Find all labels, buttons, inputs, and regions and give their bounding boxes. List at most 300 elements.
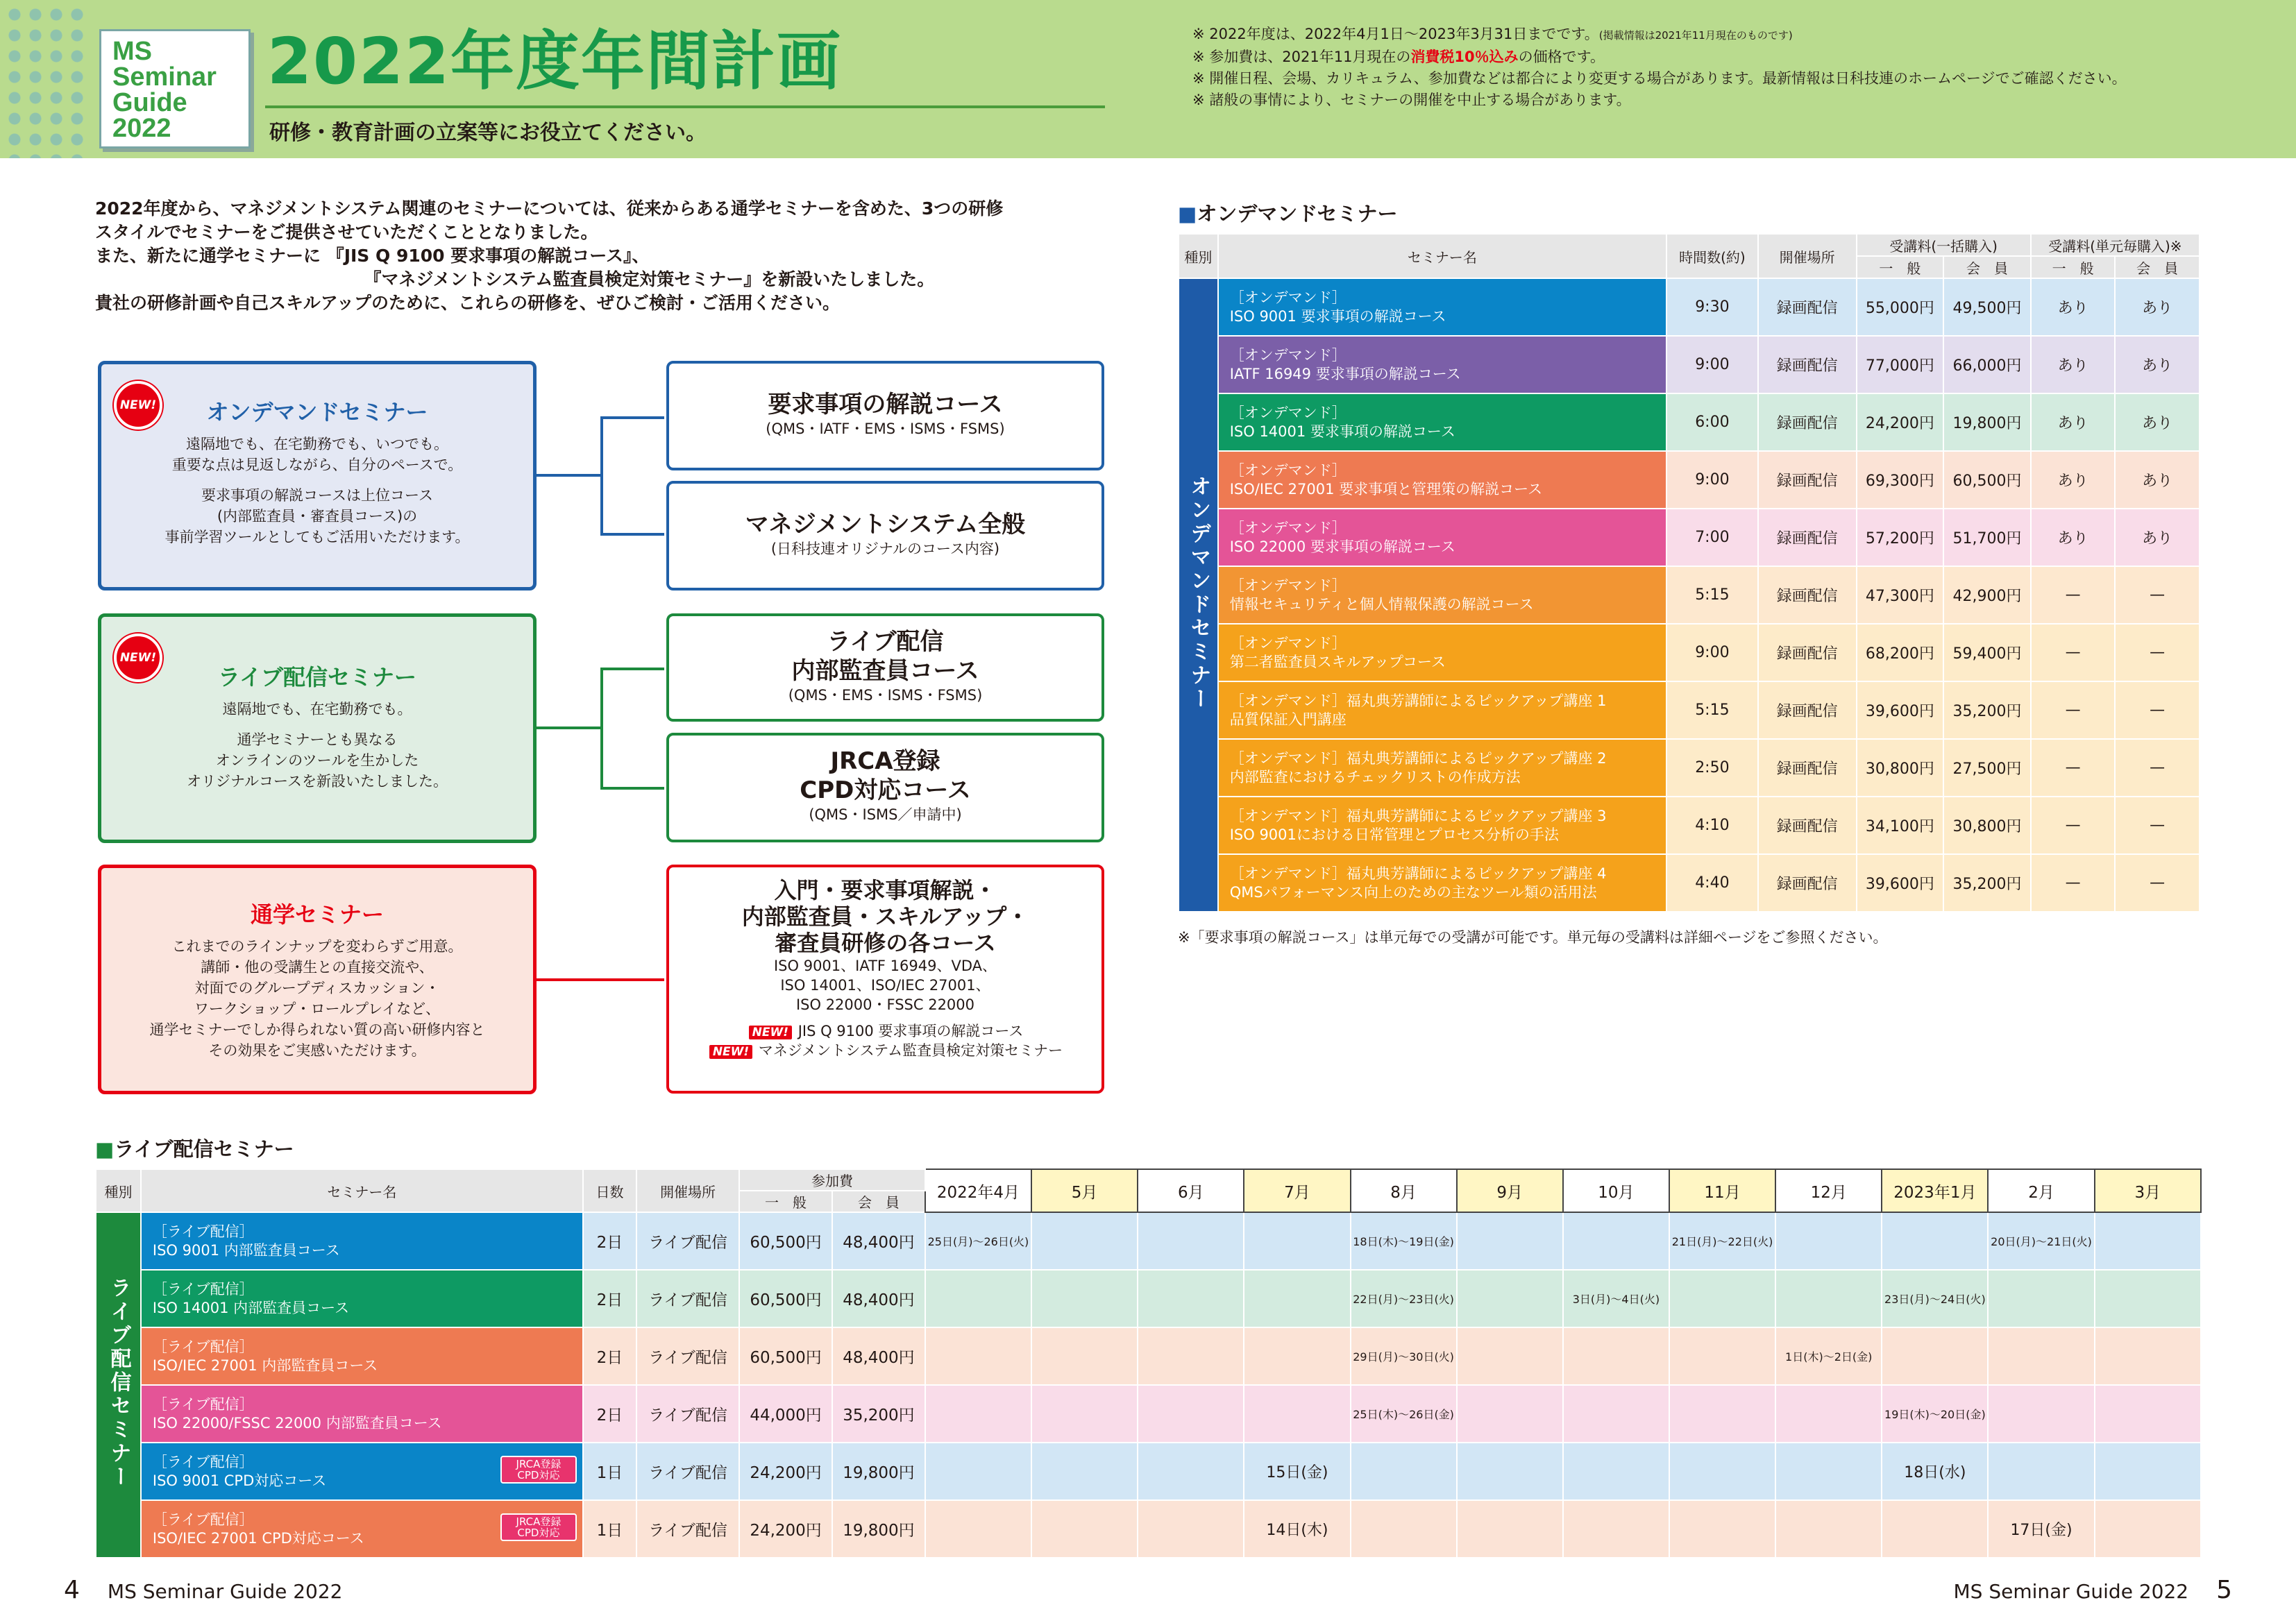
- seminar-tag: ［オンデマンド］福丸典芳講師によるピックアップ講座 3: [1229, 807, 1607, 824]
- page-subtitle: 研修・教育計画の立案等にお役立てください。: [269, 121, 707, 145]
- cell-place: 録画配信: [1758, 854, 1857, 912]
- seminar-title: ISO 14001 内部監査員コース: [152, 1299, 350, 1316]
- schedule-cell: [1457, 1443, 1563, 1500]
- table-row: [1179, 566, 2200, 624]
- cell-place: 録画配信: [1758, 566, 1857, 624]
- schedule-cell: [1244, 1270, 1350, 1327]
- schedule-cell: [925, 1327, 1031, 1385]
- seminar-title: ISO 9001における日常管理とプロセス分析の手法: [1229, 826, 1559, 843]
- col-header-days: 日数: [583, 1169, 636, 1212]
- table-row: [96, 1270, 2201, 1327]
- cell-unit-general: あり: [2031, 451, 2116, 509]
- connector: [600, 787, 664, 790]
- schedule-cell: 14日(木): [1244, 1500, 1350, 1558]
- table-row: [1179, 739, 2200, 797]
- seminar-name: [1218, 393, 1666, 451]
- table-row: [1179, 681, 2200, 739]
- table-row: [96, 1327, 2201, 1385]
- table-row: [1179, 854, 2200, 912]
- seminar-tag: ［オンデマンド］福丸典芳講師によるピックアップ講座 2: [1229, 749, 1607, 767]
- cell-place: 録画配信: [1758, 278, 1857, 336]
- seminar-tag: ［オンデマンド］: [1229, 634, 1347, 652]
- seminar-name: [1218, 681, 1666, 739]
- schedule-cell: [925, 1500, 1031, 1558]
- seminar-tag: ［ライブ配信］: [152, 1511, 254, 1528]
- col-header-month: 2022年4月: [925, 1169, 1031, 1212]
- col-header-fee-unit: 受講料(単元毎購入)※: [2031, 234, 2200, 256]
- live-grid: [95, 1169, 2202, 1558]
- seminar-title: ISO 9001 CPD対応コース: [152, 1472, 327, 1489]
- schedule-cell: [1031, 1443, 1138, 1500]
- intro-line: スタイルでセミナーをご提供させていただくこととなりました。: [95, 222, 598, 242]
- cell-place: ライブ配信: [636, 1327, 739, 1385]
- schedule-cell: [1775, 1385, 1882, 1443]
- seminar-name: [1218, 739, 1666, 797]
- seminar-tag: ［ライブ配信］: [152, 1223, 254, 1240]
- new-badge: NEW!: [114, 381, 162, 430]
- cell-unit-member: あり: [2115, 509, 2200, 566]
- cell-hours: 6:00: [1666, 393, 1758, 451]
- intro-text: [95, 197, 1115, 315]
- note-item: ※ 諸般の事情により、セミナーの開催を中止する場合があります。: [1192, 92, 1631, 108]
- cell-fee-general: 60,500円: [739, 1270, 832, 1327]
- cell-unit-member: —: [2115, 681, 2200, 739]
- connector: [600, 416, 664, 419]
- seminar-tag: ［オンデマンド］: [1229, 289, 1347, 306]
- seminar-title: 品質保証入門講座: [1229, 711, 1347, 728]
- cell-unit-general: —: [2031, 566, 2116, 624]
- seminar-tag: ［オンデマンド］: [1229, 404, 1347, 421]
- schedule-cell: [1457, 1212, 1563, 1270]
- cell-fee-member: 19,800円: [1943, 393, 2031, 451]
- schedule-cell: 21日(月)～22日(火): [1669, 1212, 1775, 1270]
- cell-place: 録画配信: [1758, 393, 1857, 451]
- side-label: [1179, 278, 1218, 912]
- seminar-tag: ［ライブ配信］: [152, 1395, 254, 1413]
- cell-place: ライブ配信: [636, 1443, 739, 1500]
- cell-hours: 7:00: [1666, 509, 1758, 566]
- connector: [537, 474, 602, 477]
- course-box-requirements: 要求事項の解説コース (QMS・IATF・EMS・ISMS・FSMS): [666, 361, 1104, 470]
- schedule-cell: [1138, 1385, 1244, 1443]
- cell-fee-member: 48,400円: [832, 1327, 925, 1385]
- schedule-cell: [1138, 1500, 1244, 1558]
- col-header-month: 7月: [1244, 1169, 1350, 1212]
- cell-fee-general: 69,300円: [1857, 451, 1944, 509]
- cell-days: 1日: [583, 1500, 636, 1558]
- cell-fee-general: 55,000円: [1857, 278, 1944, 336]
- logo: [99, 29, 251, 148]
- col-header-month: 9月: [1457, 1169, 1563, 1212]
- schedule-cell: [1775, 1443, 1882, 1500]
- logo-line: 2022: [112, 114, 171, 143]
- col-header-hours: 時間数(約): [1666, 234, 1758, 278]
- cell-place: 録画配信: [1758, 451, 1857, 509]
- schedule-cell: [1669, 1500, 1775, 1558]
- col-header-month: 5月: [1031, 1169, 1138, 1212]
- logo-line: Seminar: [112, 62, 217, 92]
- cell-place: ライブ配信: [636, 1500, 739, 1558]
- cell-fee-member: 42,900円: [1943, 566, 2031, 624]
- cell-unit-general: あり: [2031, 278, 2116, 336]
- seminar-tag: ［オンデマンド］福丸典芳講師によるピックアップ講座 4: [1229, 865, 1607, 882]
- cell-days: 1日: [583, 1443, 636, 1500]
- schedule-cell: [1457, 1500, 1563, 1558]
- schedule-cell: [2095, 1385, 2201, 1443]
- jrca-cpd-badge: JRCA登録 CPD対応: [500, 1456, 577, 1484]
- cell-unit-member: あり: [2115, 278, 2200, 336]
- schedule-cell: 1日(木)～2日(金): [1775, 1327, 1882, 1385]
- schedule-cell: [1669, 1327, 1775, 1385]
- schedule-cell: [1244, 1327, 1350, 1385]
- intro-line: また、新たに通学セミナーに 『JIS Q 9100 要求事項の解説コース』、: [95, 246, 650, 266]
- cell-unit-general: —: [2031, 854, 2116, 912]
- schedule-cell: [1563, 1500, 1669, 1558]
- header-row: [1179, 234, 2200, 256]
- seminar-title: ISO 14001 要求事項の解説コース: [1229, 423, 1455, 440]
- cell-unit-member: —: [2115, 566, 2200, 624]
- cell-fee-member: 49,500円: [1943, 278, 2031, 336]
- schedule-cell: [1882, 1212, 1988, 1270]
- table-row: [1179, 278, 2200, 336]
- col-header-month: 11月: [1669, 1169, 1775, 1212]
- seminar-name: [141, 1327, 583, 1385]
- seminar-name: [141, 1212, 583, 1270]
- col-header-sub: 一 般: [2031, 256, 2116, 278]
- seminar-name: [1218, 451, 1666, 509]
- schedule-cell: 29日(月)～30日(火): [1351, 1327, 1457, 1385]
- seminar-name: [141, 1270, 583, 1327]
- page-title: 2022年度年間計画: [267, 24, 843, 99]
- schedule-cell: [1882, 1500, 1988, 1558]
- jrca-cpd-badge: JRCA登録 CPD対応: [500, 1513, 577, 1541]
- cell-place: 録画配信: [1758, 681, 1857, 739]
- connector: [600, 416, 603, 534]
- seminar-title: 内部監査におけるチェックリストの作成方法: [1229, 768, 1521, 785]
- schedule-cell: [2095, 1270, 2201, 1327]
- schedule-cell: [1563, 1443, 1669, 1500]
- schedule-cell: [1988, 1327, 2094, 1385]
- cell-fee-general: 24,200円: [1857, 393, 1944, 451]
- cell-fee-general: 39,600円: [1857, 854, 1944, 912]
- guide-label: MS Seminar Guide 2022: [1953, 1580, 2189, 1603]
- header-row: [96, 1169, 2201, 1191]
- seminar-name: [1218, 854, 1666, 912]
- cell-place: ライブ配信: [636, 1270, 739, 1327]
- seminar-title: ISO/IEC 27001 内部監査員コース: [152, 1357, 378, 1374]
- cell-hours: 4:40: [1666, 854, 1758, 912]
- cell-unit-member: —: [2115, 739, 2200, 797]
- schedule-cell: [1775, 1270, 1882, 1327]
- col-header-month: 6月: [1138, 1169, 1244, 1212]
- schedule-cell: [925, 1270, 1031, 1327]
- schedule-cell: 17日(金): [1988, 1500, 2094, 1558]
- cell-fee-member: 27,500円: [1943, 739, 2031, 797]
- col-header-place: 開催場所: [1758, 234, 1857, 278]
- cell-fee-general: 30,800円: [1857, 739, 1944, 797]
- schedule-cell: 3日(月)～4日(火): [1563, 1270, 1669, 1327]
- title-rule: [265, 105, 1105, 108]
- seminar-title: ISO 9001 要求事項の解説コース: [1229, 307, 1446, 325]
- cell-unit-member: —: [2115, 797, 2200, 854]
- cell-hours: 9:00: [1666, 336, 1758, 393]
- cell-hours: 4:10: [1666, 797, 1758, 854]
- cell-unit-general: あり: [2031, 509, 2116, 566]
- col-header-month: 3月: [2095, 1169, 2201, 1212]
- seminar-title: IATF 16949 要求事項の解説コース: [1229, 365, 1461, 382]
- note-item: ※ 2022年度は、2022年4月1日～2023年3月31日までです。(掲載情報は2021年11月現在のものです): [1192, 26, 1793, 42]
- schedule-cell: [2095, 1212, 2201, 1270]
- schedule-cell: [2095, 1327, 2201, 1385]
- seminar-name: [141, 1443, 583, 1500]
- schedule-cell: [1457, 1270, 1563, 1327]
- course-box-classroom: 入門・要求事項解説・ 内部監査員・スキルアップ・ 審査員研修の各コース ISO 9001、IATF 16949、VDA、 ISO 14001、ISO/IEC 27001、 ISO 22000・FSSC 22000 NEW! JIS Q 9100 要求事項の解説コース NEW! マネジメントシステム監査員検定対策セミナー: [666, 865, 1104, 1094]
- schedule-cell: 20日(月)～21日(火): [1988, 1212, 2094, 1270]
- live-category-box: [98, 613, 537, 843]
- intro-line: 『マネジメントシステム監査員検定対策セミナー』を新設いたしました。: [95, 269, 935, 289]
- seminar-title: ISO 9001 内部監査員コース: [152, 1241, 340, 1259]
- footer-left: [64, 1576, 343, 1604]
- col-header-sub: 会 員: [832, 1191, 925, 1212]
- schedule-cell: [1031, 1385, 1138, 1443]
- seminar-name: [1218, 509, 1666, 566]
- schedule-cell: 18日(木)～19日(金): [1351, 1212, 1457, 1270]
- cell-place: ライブ配信: [636, 1385, 739, 1443]
- ondemand-category-box: [98, 361, 537, 590]
- guide-label: MS Seminar Guide 2022: [107, 1580, 343, 1603]
- page-header: [0, 0, 2296, 158]
- schedule-cell: [1031, 1500, 1138, 1558]
- note-item: ※ 開催日程、会場、カリキュラム、参加費などは都合により変更する場合があります。最新情報は日科技連のホームページでご確認ください。: [1192, 70, 2127, 87]
- note-item: ※ 参加費は、2021年11月現在の消費税10％込みの価格です。: [1192, 49, 1605, 65]
- cell-days: 2日: [583, 1212, 636, 1270]
- cell-hours: 2:50: [1666, 739, 1758, 797]
- cell-place: ライブ配信: [636, 1212, 739, 1270]
- schedule-cell: [1138, 1443, 1244, 1500]
- cell-unit-general: あり: [2031, 336, 2116, 393]
- cell-place: 録画配信: [1758, 624, 1857, 681]
- cell-hours: 9:00: [1666, 624, 1758, 681]
- schedule-cell: [1988, 1385, 2094, 1443]
- seminar-title: 第二者監査員スキルアップコース: [1229, 653, 1446, 670]
- cell-fee-general: 39,600円: [1857, 681, 1944, 739]
- cell-fee-member: 19,800円: [832, 1500, 925, 1558]
- live-title: ライブ配信セミナー: [217, 664, 417, 690]
- schedule-cell: [1775, 1212, 1882, 1270]
- schedule-cell: 25日(月)～26日(火): [925, 1212, 1031, 1270]
- dot-pattern: [0, 0, 87, 158]
- cell-fee-general: 57,200円: [1857, 509, 1944, 566]
- ondemand-title: オンデマンドセミナー: [206, 399, 428, 425]
- cell-fee-member: 59,400円: [1943, 624, 2031, 681]
- seminar-name: [1218, 278, 1666, 336]
- col-header-month: 10月: [1563, 1169, 1669, 1212]
- cell-fee-member: 19,800円: [832, 1443, 925, 1500]
- seminar-tag: ［ライブ配信］: [152, 1338, 254, 1355]
- cell-unit-member: あり: [2115, 451, 2200, 509]
- course-box-jrca-cpd: JRCA登録 CPD対応コース (QMS・ISMS／申請中): [666, 733, 1104, 842]
- schedule-cell: [1563, 1327, 1669, 1385]
- seminar-tag: ［オンデマンド］: [1229, 577, 1347, 594]
- connector: [600, 668, 603, 788]
- cell-fee-general: 60,500円: [739, 1327, 832, 1385]
- seminar-tag: ［オンデマンド］: [1229, 461, 1347, 479]
- table-row: [1179, 624, 2200, 681]
- table-row: [1179, 336, 2200, 393]
- classroom-category-box: [98, 865, 537, 1094]
- logo-line: MS: [112, 37, 152, 66]
- seminar-title: 情報セキュリティと個人情報保護の解説コース: [1229, 595, 1534, 613]
- schedule-cell: 23日(月)～24日(火): [1882, 1270, 1988, 1327]
- cell-days: 2日: [583, 1327, 636, 1385]
- col-header-sub: 一 般: [1857, 256, 1944, 278]
- ondemand-desc: 遠隔地でも、在宅勤務でも、いつでも。 重要な点は見返しながら、自分のペースで。 要求事項の解説コースは上位コース (内部監査員・審査員コース)の 事前学習ツールとしてもご活用いただけます。: [164, 436, 470, 545]
- cell-days: 2日: [583, 1270, 636, 1327]
- cell-hours: 9:00: [1666, 451, 1758, 509]
- schedule-cell: [1244, 1212, 1350, 1270]
- col-header-kind: 種別: [1179, 234, 1218, 278]
- cell-fee-general: 68,200円: [1857, 624, 1944, 681]
- schedule-cell: [1244, 1385, 1350, 1443]
- schedule-cell: 19日(木)～20日(金): [1882, 1385, 1988, 1443]
- ondemand-section-title: ■オンデマンドセミナー: [1178, 202, 1398, 226]
- cell-fee-general: 77,000円: [1857, 336, 1944, 393]
- schedule-cell: 15日(金): [1244, 1443, 1350, 1500]
- col-header-month: 2月: [1988, 1169, 2094, 1212]
- cell-unit-member: あり: [2115, 336, 2200, 393]
- schedule-cell: [1138, 1270, 1244, 1327]
- cell-fee-general: 34,100円: [1857, 797, 1944, 854]
- col-header-month: 12月: [1775, 1169, 1882, 1212]
- schedule-cell: [925, 1443, 1031, 1500]
- live-section-title: ■ライブ配信セミナー: [95, 1137, 294, 1161]
- col-header-name: セミナー名: [141, 1169, 583, 1212]
- schedule-cell: 25日(木)～26日(金): [1351, 1385, 1457, 1443]
- schedule-cell: [1882, 1327, 1988, 1385]
- live-desc: 遠隔地でも、在宅勤務でも。 通学セミナーとも異なる オンラインのツールを生かした オリジナルコースを新設いたしました。: [187, 701, 448, 790]
- cell-place: 録画配信: [1758, 509, 1857, 566]
- schedule-cell: [1031, 1270, 1138, 1327]
- cell-unit-general: —: [2031, 739, 2116, 797]
- cell-fee-general: 24,200円: [739, 1500, 832, 1558]
- table-row: [1179, 797, 2200, 854]
- course-box-ms-general: マネジメントシステム全般 (日科技連オリジナルのコース内容): [666, 481, 1104, 590]
- seminar-tag: ［オンデマンド］: [1229, 346, 1347, 364]
- col-header-place: 開催場所: [636, 1169, 739, 1212]
- footer-right: [1954, 1576, 2233, 1604]
- seminar-name: [141, 1500, 583, 1558]
- col-header-sub: 会 員: [2115, 256, 2200, 278]
- col-header-sub: 一 般: [739, 1191, 832, 1212]
- cell-unit-member: あり: [2115, 393, 2200, 451]
- seminar-title: ISO/IEC 27001 CPD対応コース: [152, 1529, 364, 1547]
- schedule-cell: [2095, 1500, 2201, 1558]
- header-notes: [1192, 24, 2127, 111]
- seminar-name: [1218, 336, 1666, 393]
- schedule-cell: [1031, 1327, 1138, 1385]
- table-row: [96, 1500, 2201, 1558]
- new-badge: NEW!: [114, 634, 162, 682]
- seminar-name: [1218, 797, 1666, 854]
- cell-fee-member: 35,200円: [1943, 854, 2031, 912]
- schedule-cell: [1563, 1212, 1669, 1270]
- schedule-cell: [925, 1385, 1031, 1443]
- schedule-cell: 22日(月)～23日(火): [1351, 1270, 1457, 1327]
- col-header-name: セミナー名: [1218, 234, 1666, 278]
- cell-unit-general: あり: [2031, 393, 2116, 451]
- cell-unit-general: —: [2031, 681, 2116, 739]
- seminar-tag: ［オンデマンド］福丸典芳講師によるピックアップ講座 1: [1229, 692, 1607, 709]
- cell-hours: 5:15: [1666, 681, 1758, 739]
- schedule-cell: [1457, 1327, 1563, 1385]
- cell-fee-general: 60,500円: [739, 1212, 832, 1270]
- page-number: 4: [64, 1576, 80, 1604]
- col-header-sub: 会 員: [1943, 256, 2031, 278]
- col-header-month: 2023年1月: [1882, 1169, 1988, 1212]
- intro-line: 貴社の研修計画や自己スキルアップのために、これらの研修を、ぜひご検討・ご活用ください。: [95, 293, 841, 313]
- logo-line: Guide: [112, 88, 187, 117]
- schedule-cell: [1988, 1443, 2094, 1500]
- cell-hours: 5:15: [1666, 566, 1758, 624]
- schedule-cell: [1138, 1327, 1244, 1385]
- side-label-text: オンデマンドセミナー: [1186, 475, 1211, 711]
- col-header-fee: 参加費: [739, 1169, 925, 1191]
- cell-fee-member: 51,700円: [1943, 509, 2031, 566]
- seminar-name: [1218, 624, 1666, 681]
- schedule-cell: [1563, 1385, 1669, 1443]
- seminar-title: ISO 22000/FSSC 22000 内部監査員コース: [152, 1414, 442, 1431]
- side-label-text: ライブ配信セミナー: [106, 1277, 131, 1489]
- schedule-cell: [1669, 1385, 1775, 1443]
- cell-fee-member: 48,400円: [832, 1270, 925, 1327]
- cell-fee-member: 66,000円: [1943, 336, 2031, 393]
- table-row: [96, 1443, 2201, 1500]
- cell-fee-general: 44,000円: [739, 1385, 832, 1443]
- seminar-name: [141, 1385, 583, 1443]
- seminar-title: QMSパフォーマンス向上のための主なツール類の活用法: [1229, 883, 1597, 901]
- schedule-cell: [2095, 1443, 2201, 1500]
- schedule-cell: [1775, 1500, 1882, 1558]
- col-header-fee-bulk: 受講料(一括購入): [1857, 234, 2031, 256]
- cell-unit-member: —: [2115, 854, 2200, 912]
- cell-fee-general: 24,200円: [739, 1443, 832, 1500]
- seminar-tag: ［ライブ配信］: [152, 1453, 254, 1470]
- table-row: [1179, 451, 2200, 509]
- seminar-title: ISO/IEC 27001 要求事項と管理策の解説コース: [1229, 480, 1543, 498]
- cell-fee-member: 48,400円: [832, 1212, 925, 1270]
- schedule-cell: 18日(水): [1882, 1443, 1988, 1500]
- cell-fee-member: 35,200円: [1943, 681, 2031, 739]
- connector: [600, 533, 664, 536]
- schedule-cell: [1988, 1270, 2094, 1327]
- cell-unit-general: —: [2031, 797, 2116, 854]
- cell-unit-general: —: [2031, 624, 2116, 681]
- cell-fee-general: 47,300円: [1857, 566, 1944, 624]
- schedule-cell: [1031, 1212, 1138, 1270]
- cell-fee-member: 30,800円: [1943, 797, 2031, 854]
- table-row: [96, 1212, 2201, 1270]
- seminar-title: ISO 22000 要求事項の解説コース: [1229, 538, 1455, 555]
- seminar-name: [1218, 566, 1666, 624]
- cell-place: 録画配信: [1758, 739, 1857, 797]
- seminar-tag: ［オンデマンド］: [1229, 519, 1347, 536]
- schedule-cell: [1457, 1385, 1563, 1443]
- cell-fee-member: 60,500円: [1943, 451, 2031, 509]
- intro-line: 2022年度から、マネジメントシステム関連のセミナーについては、従来からある通学セミナーを含めた、3つの研修: [95, 198, 1004, 219]
- connector: [537, 726, 602, 729]
- table-row: [1179, 393, 2200, 451]
- classroom-desc: これまでのラインナップを変わらずご用意。 講師・他の受講生との直接交流や、 対面でのグループディスカッション・ ワークショップ・ロールプレイなど、 通学セミナーでしか得られない質の高い研修内容と その効果をご実感いただけます。: [149, 938, 485, 1059]
